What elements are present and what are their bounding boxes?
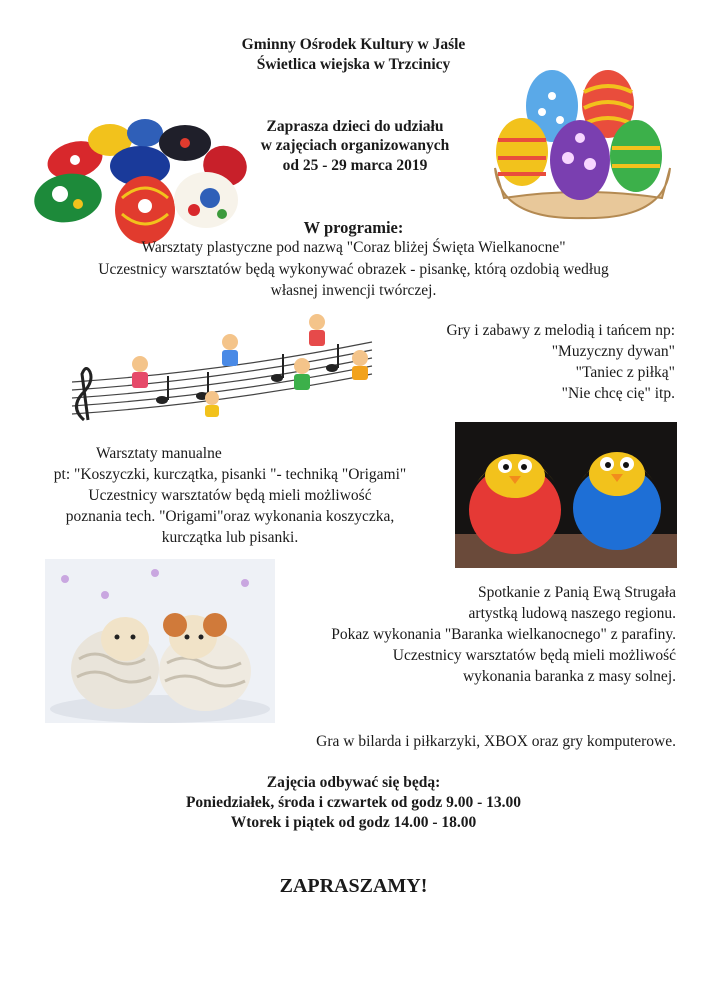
meeting-line-5: wykonania baranka z masy solnej. (462, 668, 676, 685)
schedule-line-1: Poniedziałek, środa i czwartek od godz 9.00 - 13.00 (185, 794, 522, 811)
invite-line-2: w zajęciach organizowanych (260, 137, 450, 154)
meeting-line-2: artystką ludową naszego regionu. (468, 605, 676, 622)
salt-dough-sheep-image (45, 559, 275, 723)
program-line-1: Warsztaty plastyczne pod nazwą "Coraz bliżej Święta Wielkanocne" (141, 239, 566, 256)
manual-line-1: Warsztaty manualne (96, 445, 222, 462)
schedule-line-2: Wtorek i piątek od godz 14.00 - 18.00 (230, 814, 477, 831)
games-line-4: "Nie chcę cię" itp. (561, 385, 675, 402)
games-line-2: "Muzyczny dywan" (551, 343, 675, 360)
manual-line-5: kurczątka lub pisanki. (161, 529, 299, 546)
program-line-3: własnej inwencji twórczej. (270, 282, 437, 299)
easter-basket-image (490, 68, 675, 228)
meeting-line-3: Pokaz wykonania "Baranka wielkanocnego" z parafiny. (331, 626, 676, 643)
games-line-1: Gry i zabawy z melodią i tańcem np: (446, 322, 675, 339)
games-line-3: "Taniec z piłką" (575, 364, 675, 381)
manual-line-4: poznania tech. "Origami"oraz wykonania koszyczka, (65, 508, 395, 525)
closing-text: ZAPRASZAMY! (279, 875, 428, 897)
org-name: Gminny Ośrodek Kultury w Jaśle (241, 36, 466, 53)
manual-line-2: pt: "Koszyczki, kurczątka, pisanki "- techniką "Origami" (53, 466, 407, 483)
music-kids-image (62, 312, 384, 422)
invite-dates: od 25 - 29 marca 2019 (282, 157, 428, 174)
manual-line-3: Uczestnicy warsztatów będą mieli możliwość (88, 487, 372, 504)
venue-name: Świetlica wiejska w Trzcinicy (256, 56, 451, 73)
program-line-2: Uczestnicy warsztatów będą wykonywać obrazek - pisankę, którą ozdobią według (98, 261, 609, 278)
extra-activities: Gra w bilarda i piłkarzyki, XBOX oraz gry komputerowe. (316, 733, 676, 750)
schedule-heading: Zajęcia odbywać się będą: (266, 774, 441, 791)
program-heading: W programie: (303, 218, 404, 237)
origami-chicks-image (455, 422, 677, 568)
meeting-line-1: Spotkanie z Panią Ewą Strugała (477, 584, 676, 601)
meeting-line-4: Uczestnicy warsztatów będą mieli możliwość (392, 647, 676, 664)
invite-line-1: Zaprasza dzieci do udziału (266, 118, 444, 135)
